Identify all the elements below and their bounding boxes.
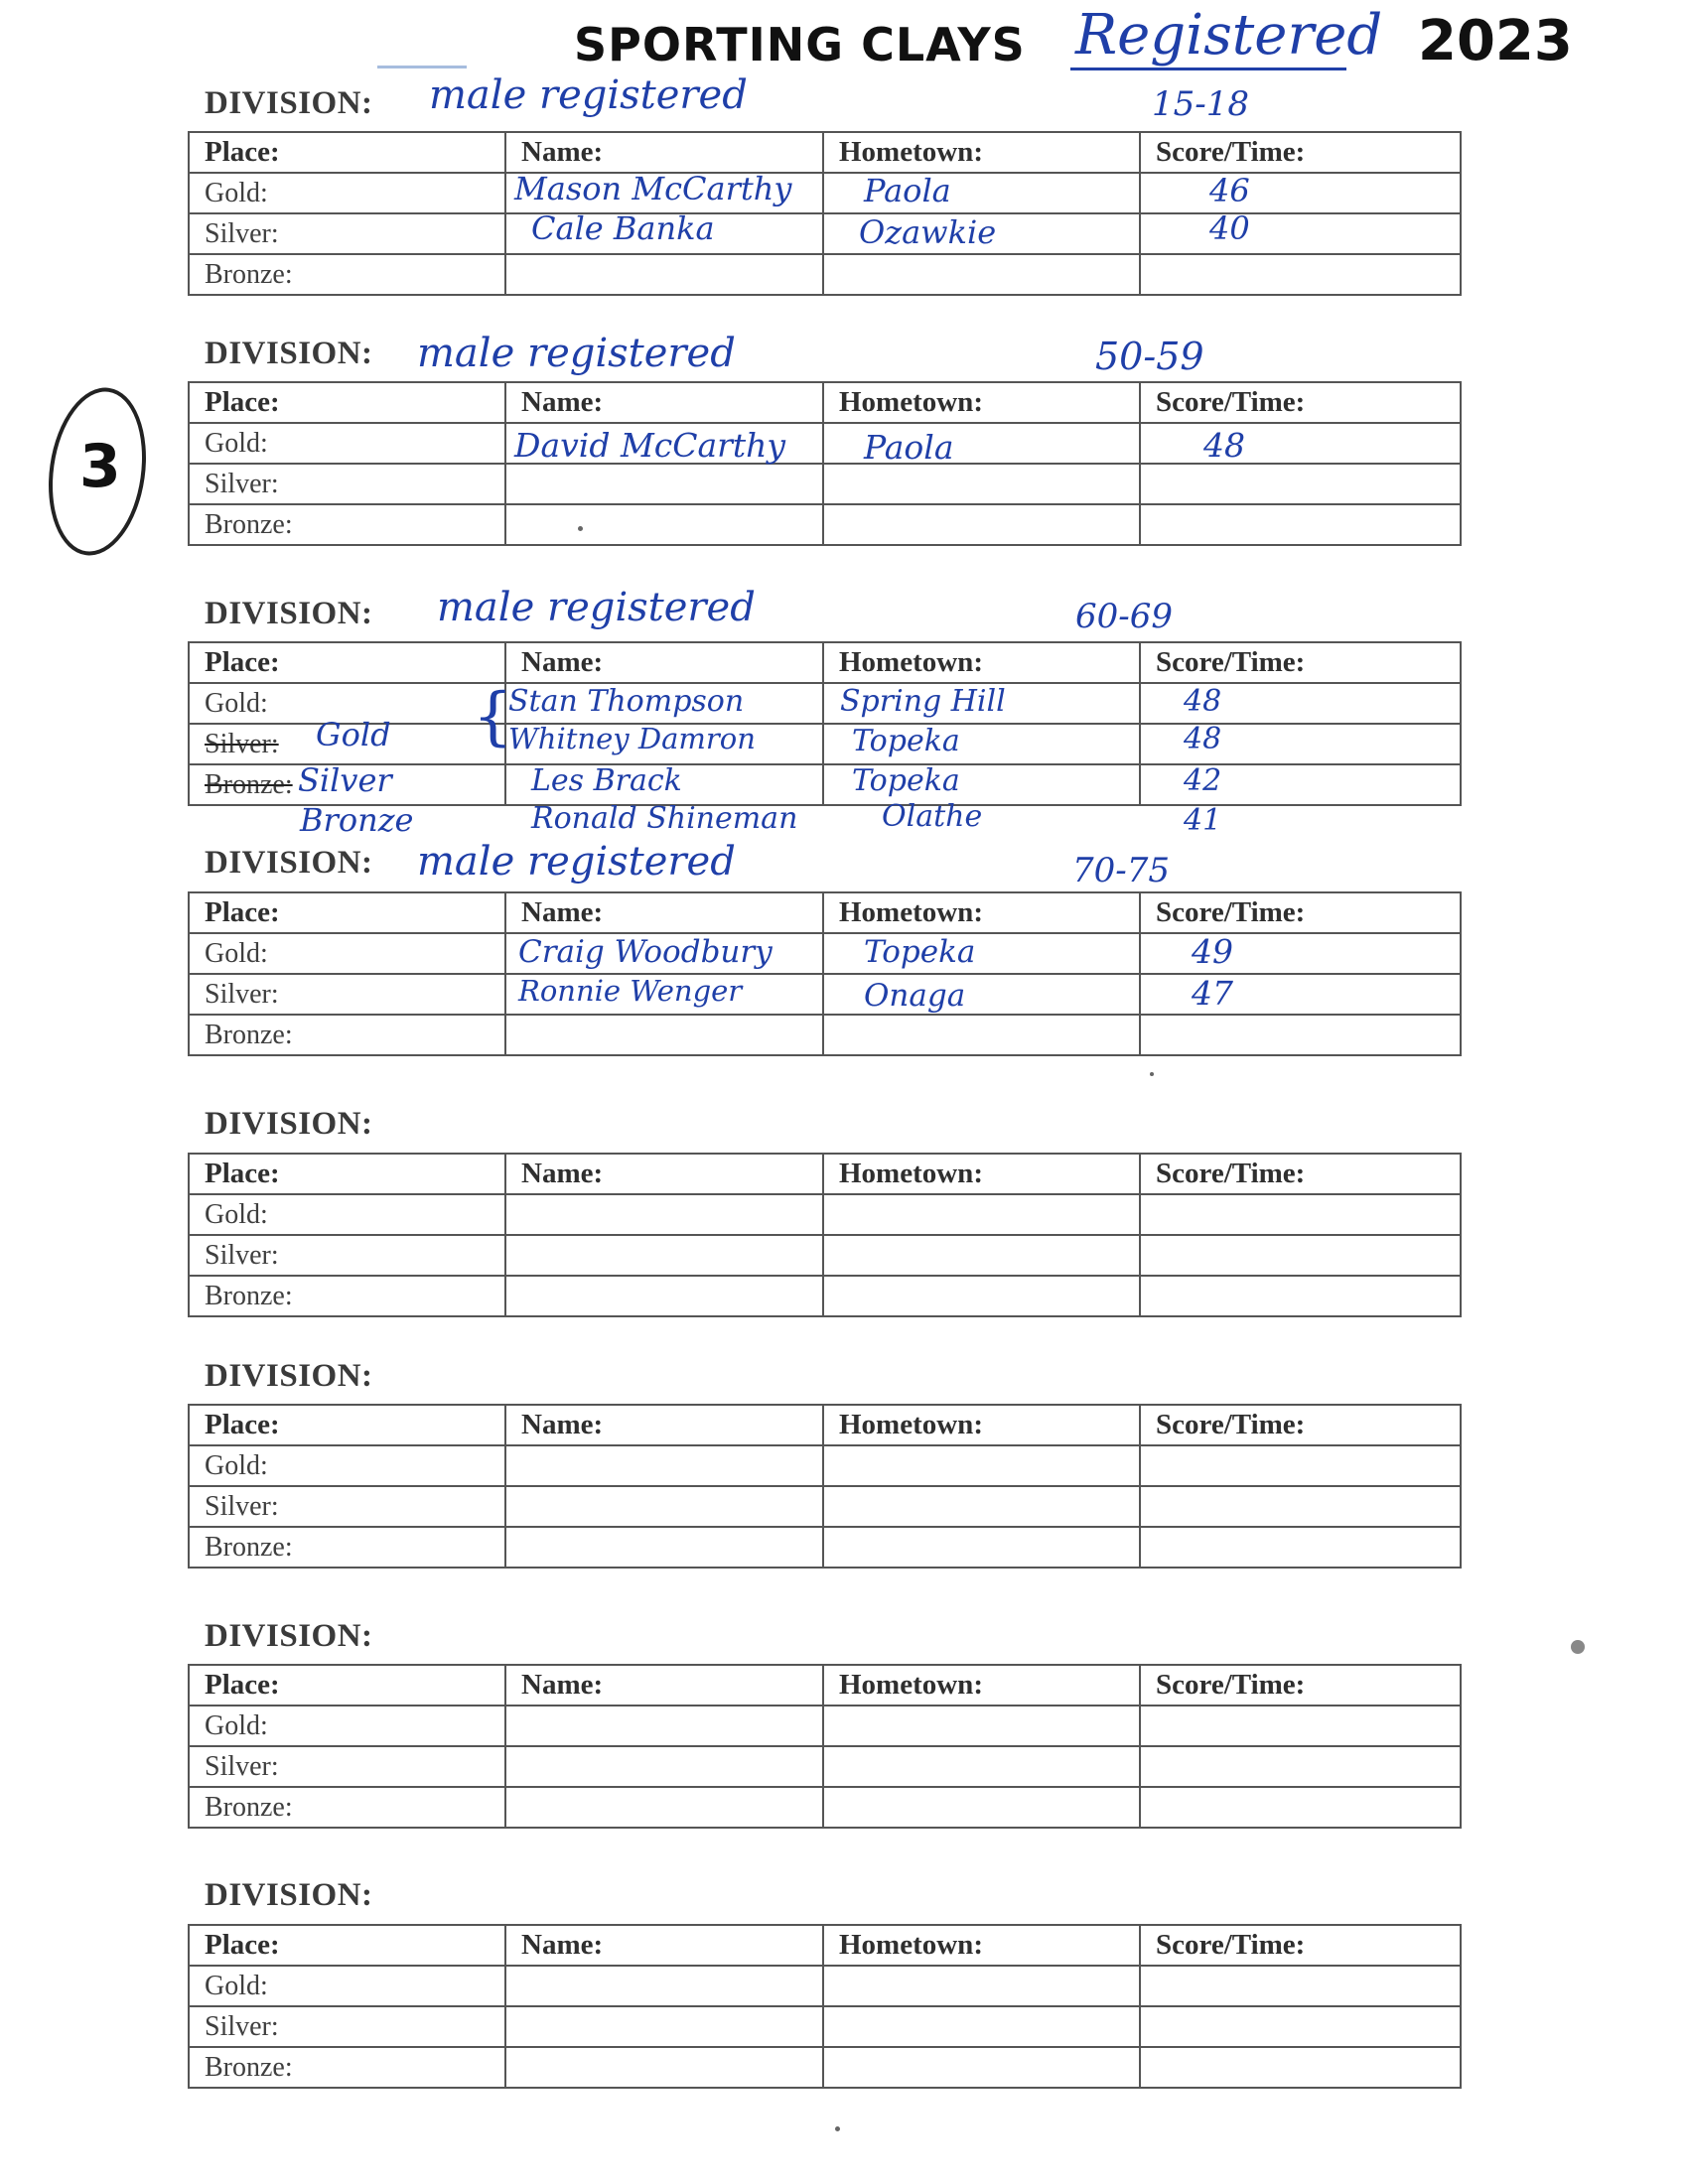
name-cell	[505, 1706, 823, 1746]
place-gold: Gold:	[189, 683, 505, 724]
title-dashes	[377, 66, 467, 68]
col-place: Place:	[189, 1665, 505, 1706]
hometown-cell	[823, 1527, 1140, 1568]
hometown-cell	[823, 1966, 1140, 2006]
name-cell	[505, 1235, 823, 1276]
name-cell	[505, 1746, 823, 1787]
name-cell	[505, 1015, 823, 1055]
score-cell	[1140, 1787, 1461, 1828]
name-cell	[505, 1787, 823, 1828]
hometown-cell	[823, 464, 1140, 504]
gold-name: David McCarthy	[514, 426, 786, 465]
score-cell	[1140, 933, 1461, 974]
division-age-range: 50-59	[1095, 335, 1204, 378]
gold-hometown: Paola	[864, 172, 951, 209]
name-cell	[505, 254, 823, 295]
gold-score: 48	[1184, 684, 1222, 719]
scan-speck	[1150, 1072, 1154, 1076]
division-age-range: 70-75	[1072, 851, 1171, 890]
place-bronze-crossed: Bronze:	[189, 764, 505, 805]
col-hometown: Hometown:	[823, 1665, 1140, 1706]
hometown-cell	[823, 254, 1140, 295]
division-category: male registered	[417, 839, 736, 885]
col-place: Place:	[189, 1405, 505, 1445]
division-label: DIVISION:	[205, 1618, 373, 1654]
scan-speck	[835, 2126, 840, 2131]
score-cell	[1140, 504, 1461, 545]
col-place: Place:	[189, 132, 505, 173]
event-title: SPORTING CLAYS	[574, 18, 1026, 71]
score-cell	[1140, 1235, 1461, 1276]
place-silver: Silver:	[189, 213, 505, 254]
division-category: male registered	[437, 585, 756, 630]
division-label: DIVISION:	[205, 1877, 373, 1913]
division-label: DIVISION:	[205, 1106, 373, 1142]
score-cell	[1140, 1194, 1461, 1235]
row3-correction: Silver	[298, 761, 392, 799]
col-name: Name:	[505, 642, 823, 683]
col-name: Name:	[505, 1925, 823, 1966]
results-table	[188, 1924, 1462, 2089]
col-hometown: Hometown:	[823, 1925, 1140, 1966]
scan-speck	[1571, 1640, 1585, 1654]
hometown-cell	[823, 1787, 1140, 1828]
hometown-cell	[823, 1486, 1140, 1527]
name-cell	[505, 2047, 823, 2088]
hometown-cell	[823, 1194, 1140, 1235]
col-hometown: Hometown:	[823, 1405, 1140, 1445]
score-cell	[1140, 464, 1461, 504]
score-cell	[1140, 2006, 1461, 2047]
col-name: Name:	[505, 1665, 823, 1706]
place-gold: Gold:	[189, 1706, 505, 1746]
gold-hometown: Spring Hill	[840, 684, 1006, 719]
division-label: DIVISION:	[205, 596, 373, 631]
extra-place: Bronze	[300, 801, 414, 839]
place-bronze: Bronze:	[189, 504, 505, 545]
row3-score: 42	[1184, 763, 1222, 798]
extra-hometown: Olathe	[882, 799, 983, 834]
gold-name: Mason McCarthy	[514, 170, 792, 207]
hometown-cell	[823, 1015, 1140, 1055]
score-cell	[1140, 2047, 1461, 2088]
col-hometown: Hometown:	[823, 382, 1140, 423]
score-cell	[1140, 1015, 1461, 1055]
division-age-range: 60-69	[1075, 597, 1174, 636]
hometown-cell	[823, 504, 1140, 545]
results-table	[188, 1153, 1462, 1317]
place-silver: Silver:	[189, 974, 505, 1015]
division-label: DIVISION:	[205, 1358, 373, 1394]
score-cell	[1140, 209, 1461, 254]
col-score: Score/Time:	[1140, 132, 1461, 173]
col-place: Place:	[189, 1154, 505, 1194]
col-name: Name:	[505, 1405, 823, 1445]
silver-score: 40	[1209, 209, 1250, 247]
col-place: Place:	[189, 382, 505, 423]
title-underline	[1070, 68, 1346, 70]
place-gold: Gold:	[189, 1194, 505, 1235]
silver-hometown: Onaga	[864, 978, 966, 1014]
col-name: Name:	[505, 132, 823, 173]
col-hometown: Hometown:	[823, 642, 1140, 683]
place-gold: Gold:	[189, 1445, 505, 1486]
hometown-cell	[823, 1235, 1140, 1276]
place-silver: Silver:	[189, 1486, 505, 1527]
hometown-cell	[823, 1706, 1140, 1746]
gold-name: Craig Woodbury	[518, 934, 773, 970]
row2-hometown: Topeka	[852, 724, 960, 758]
score-cell	[1140, 974, 1461, 1015]
col-score: Score/Time:	[1140, 892, 1461, 933]
place-bronze: Bronze:	[189, 1015, 505, 1055]
row2-name: Whitney Damron	[508, 722, 756, 755]
gold-hometown: Paola	[864, 428, 954, 467]
place-silver: Silver:	[189, 2006, 505, 2047]
score-cell	[1140, 173, 1461, 213]
name-cell	[505, 1194, 823, 1235]
col-name: Name:	[505, 382, 823, 423]
place-gold: Gold:	[189, 173, 505, 213]
score-cell	[1140, 1746, 1461, 1787]
place-bronze: Bronze:	[189, 1527, 505, 1568]
silver-hometown: Ozawkie	[859, 213, 997, 251]
place-bronze: Bronze:	[189, 1276, 505, 1316]
place-silver: Silver:	[189, 1746, 505, 1787]
name-cell	[505, 504, 823, 545]
extra-score: 41	[1184, 803, 1222, 838]
scan-speck	[578, 526, 583, 531]
name-cell	[505, 1527, 823, 1568]
place-silver-crossed: Silver:	[189, 724, 505, 764]
division-label: DIVISION:	[205, 85, 373, 121]
col-score: Score/Time:	[1140, 382, 1461, 423]
col-hometown: Hometown:	[823, 1154, 1140, 1194]
registered-title: Registered	[1075, 3, 1383, 68]
extra-name: Ronald Shineman	[531, 801, 798, 836]
hometown-cell	[823, 2047, 1140, 2088]
gold-score: 46	[1209, 172, 1250, 209]
score-cell	[1140, 1276, 1461, 1316]
name-cell	[505, 464, 823, 504]
place-gold: Gold:	[189, 423, 505, 464]
hometown-cell	[823, 1276, 1140, 1316]
place-bronze: Bronze:	[189, 1787, 505, 1828]
col-hometown: Hometown:	[823, 892, 1140, 933]
col-name: Name:	[505, 892, 823, 933]
col-place: Place:	[189, 892, 505, 933]
row3-name: Les Brack	[531, 763, 682, 798]
division-label: DIVISION:	[205, 336, 373, 371]
place-silver: Silver:	[189, 1235, 505, 1276]
score-cell	[1140, 1706, 1461, 1746]
place-bronze: Bronze:	[189, 254, 505, 295]
division-category: male registered	[429, 72, 748, 118]
place-gold: Gold:	[189, 1966, 505, 2006]
results-table	[188, 891, 1462, 1056]
score-cell	[1140, 1445, 1461, 1486]
name-cell	[505, 1486, 823, 1527]
year-title: 2023	[1418, 9, 1573, 73]
row2-correction: Gold	[316, 716, 391, 753]
hometown-cell	[823, 1445, 1140, 1486]
col-name: Name:	[505, 1154, 823, 1194]
score-cell	[1140, 1966, 1461, 2006]
silver-name: Cale Banka	[531, 209, 715, 247]
results-table	[188, 1664, 1462, 1829]
score-cell	[1140, 1486, 1461, 1527]
hometown-cell	[823, 1746, 1140, 1787]
division-category: male registered	[417, 331, 736, 376]
score-cell	[1140, 1527, 1461, 1568]
score-cell	[1140, 423, 1461, 464]
row3-hometown: Topeka	[852, 763, 960, 798]
hometown-cell	[823, 2006, 1140, 2047]
col-score: Score/Time:	[1140, 1405, 1461, 1445]
division-label: DIVISION:	[205, 845, 373, 881]
results-table	[188, 1404, 1462, 1569]
score-cell	[1140, 254, 1461, 295]
col-place: Place:	[189, 1925, 505, 1966]
col-score: Score/Time:	[1140, 1154, 1461, 1194]
gold-name: Stan Thompson	[508, 684, 745, 719]
results-table	[188, 381, 1462, 546]
row2-score: 48	[1184, 722, 1222, 756]
col-score: Score/Time:	[1140, 1665, 1461, 1706]
page-marker-number: 3	[79, 432, 121, 501]
gold-hometown: Topeka	[864, 934, 976, 970]
silver-score: 47	[1192, 974, 1233, 1013]
place-silver: Silver:	[189, 464, 505, 504]
division-age-range: 15-18	[1152, 84, 1250, 124]
col-score: Score/Time:	[1140, 1925, 1461, 1966]
place-gold: Gold:	[189, 933, 505, 974]
name-cell	[505, 1966, 823, 2006]
name-cell	[505, 1445, 823, 1486]
gold-score: 48	[1203, 426, 1245, 465]
gold-score: 49	[1192, 932, 1233, 971]
name-cell	[505, 1276, 823, 1316]
col-hometown: Hometown:	[823, 132, 1140, 173]
brace-mark: {	[473, 680, 513, 753]
name-cell	[505, 2006, 823, 2047]
col-score: Score/Time:	[1140, 642, 1461, 683]
results-table	[188, 131, 1462, 296]
silver-name: Ronnie Wenger	[518, 974, 743, 1008]
place-bronze: Bronze:	[189, 2047, 505, 2088]
col-place: Place:	[189, 642, 505, 683]
